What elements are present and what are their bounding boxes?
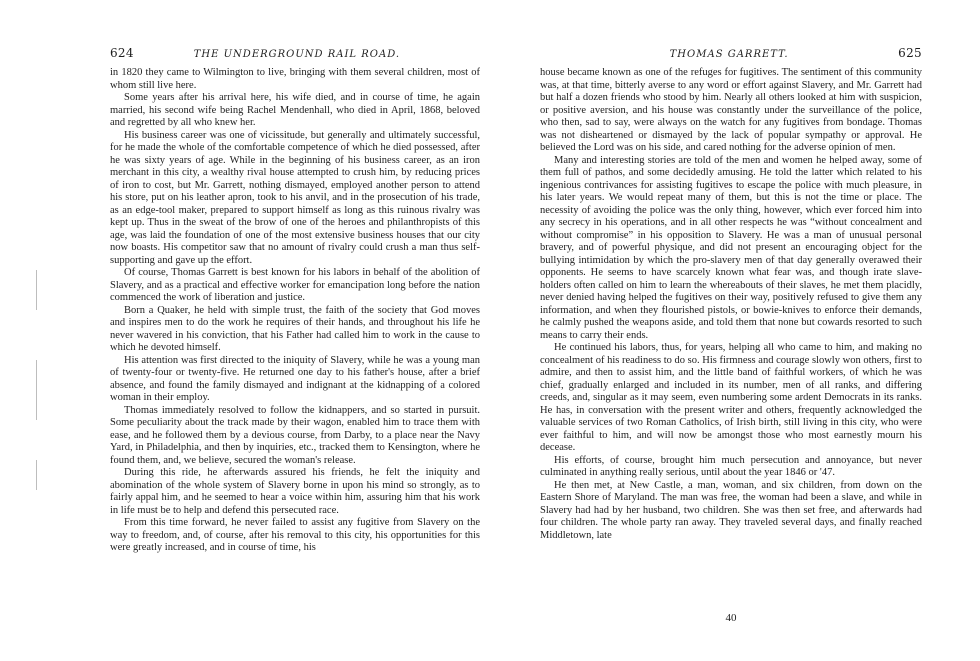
left-page-number: 624 (110, 46, 134, 60)
paragraph: Some years after his arrival here, his wife died, and in course of time, he again married, his second wife being Rachel Mendenhall, who died in April, 1868, beloved and regretted by all who knew her. (110, 92, 480, 128)
right-running-title: THOMAS GARRETT. (669, 49, 789, 60)
paragraph: Thomas immediately resolved to follow the kidnappers, and so started in pursuit. Some peculiarity about the track made by their wagon, enabled him to trace them with ease, and he followed them by a devious course, from Darby, to a place near the Navy Yard, in Philadelphia, and then by inquiries, etc., tracked them to Kensington, where he found them, and, we believe, secured the woman's release. (110, 404, 480, 466)
left-running-title: THE UNDERGROUND RAIL ROAD. (193, 49, 401, 60)
paragraph: Of course, Thomas Garrett is best known for his labors in behalf of the abolition of Slavery, and as a practical and effective worker for emancipation long before the nation commenced the work of liberation and justice. (110, 267, 480, 303)
right-running-head (540, 46, 922, 60)
right-page (490, 0, 980, 661)
paragraph: He continued his labors, thus, for years, helping all who came to him, and making no concealment of his readiness to do so. His firmness and courage slowly won others, first to admire, and then to assist him, and the little band of faithful workers, of which he was chief, gradually enlarged and included in its number, men of all ranks, and differing creeds, and, singular as it may seem, even numbering some ardent Democrats in its ranks. He has, in conversation with the present writer and others, frequently acknowledged the valuable services of two Roman Catholics, of Irish birth, still living in this city, who were ever faithful to him, and will now be amongst those who most earnestly mourn his decease. (540, 342, 922, 453)
paragraph: His business career was one of vicissitude, but generally and ultimately successful, for he made the whole of the comfortable competence of which he died possessed, after he was sixty years of age. While in the beginning of his business career, as an iron merchant in this city, a wealthy rival house attempted to crush him, by reducing prices of iron to cost, but Mr. Garrett, nothing dismayed, employed another person to attend his store, put on his leather apron, took to his anvil, and in the prosecution of his trade, as an edge-tool maker, prepared to support himself as long as this ruinous rivalry was kept up. Thus in the sweat of the brow of one of the heroes and philanthropists of this age, was laid the foundation of one of the most extensive business houses that our city now boasts. His competitor saw that no amount of rivalry could crush a man thus self-supporting and gave up the effort. (110, 129, 480, 266)
paragraph: His efforts, of course, brought him much persecution and annoyance, but never culminated in anything really serious, until about the year 1846 or '47. (540, 454, 922, 478)
paragraph: He then met, at New Castle, a man, woman, and six children, from down on the Eastern Shore of Maryland. The man was free, the woman had been a slave, and while in Slavery had had by her husband, two children. She was then set free, and afterwards had four children. The whole party ran away. They traveled several days, and finally reached Middletown, late (540, 479, 922, 541)
right-page-number: 625 (898, 46, 922, 60)
paragraph: Born a Quaker, he held with simple trust, the faith of the society that God moves and inspires men to do the work he requires of their hands, and throughout his life he never wavered in his conviction, that his Father had called him to work in the cause to which he devoted himself. (110, 304, 480, 353)
signature-mark: 40 (725, 612, 737, 624)
paragraph: house became known as one of the refuges for fugitives. The sentiment of this community was, at that time, bitterly averse to any word or effort against Slavery, and Mr. Garrett had but half a dozen friends who stood by him. Nearly all others looked at him with suspicion, or positive aversion, and his house was constantly under the surveillance of the police, who then, sad to say, were always on the watch for any fugitives from bondage. Thomas was not disheartened or dismayed by the lack of popular sympathy or approval. He believed the Lord was on his side, and cared nothing for the adverse opinion of men. (540, 67, 922, 153)
right-body-text (540, 67, 922, 542)
paragraph: His attention was first directed to the iniquity of Slavery, while he was a young man of twenty-four or twenty-five. He returned one day to his father's house, after a brief absence, and found the family dismayed and indignant at the kidnapping of a colored woman in their employ. (110, 354, 480, 403)
paragraph: During this ride, he afterwards assured his friends, he felt the iniquity and abomination of the whole system of Slavery borne in upon his mind so strongly, as to fairly appal him, and he seemed to hear a voice within him, assuring him that his work in life must be to help and defend this persecuted race. (110, 467, 480, 516)
gutter-marks (36, 60, 40, 620)
left-running-head (110, 46, 480, 60)
left-body-text (110, 67, 480, 555)
paragraph: From this time forward, he never failed to assist any fugitive from Slavery on the way to freedom, and, of course, after his removal to this city, his opportunities for this were greatly increased, and in course of time, his (110, 517, 480, 553)
paragraph: Many and interesting stories are told of the men and women he helped away, some of them full of pathos, and some decidedly amusing. He told the latter which related to his ingenious contrivances for assisting fugitives to escape the police with much pleasure, in his later years. We would repeat many of them, but this is not the time or place. The necessity of avoiding the police was the only thing, however, which ever forced him into any secrecy in his operations, and in all other respects he was “without concealment and without compromise” in his opposition to Slavery. He was a man of unusual personal bravery, and of powerful physique, and did not present an encouraging object for the bullying intimidation by which the pro-slavery men of that day generally overawed their opponents. He seems to have scarcely known what fear was, and though irate slave-holders often called on him to learn the whereabouts of their slaves, he met them placidly, never denied having helped the fugitives on their way, positively refused to give them any information, and when they flourished pistols, or bowie-knives to enforce their demands, he calmly pushed the weapons aside, and told them that none but cowards resorted to such means to carry their ends. (540, 154, 922, 341)
paragraph: in 1820 they came to Wilmington to live, bringing with them several children, most of whom still live here. (110, 67, 480, 91)
